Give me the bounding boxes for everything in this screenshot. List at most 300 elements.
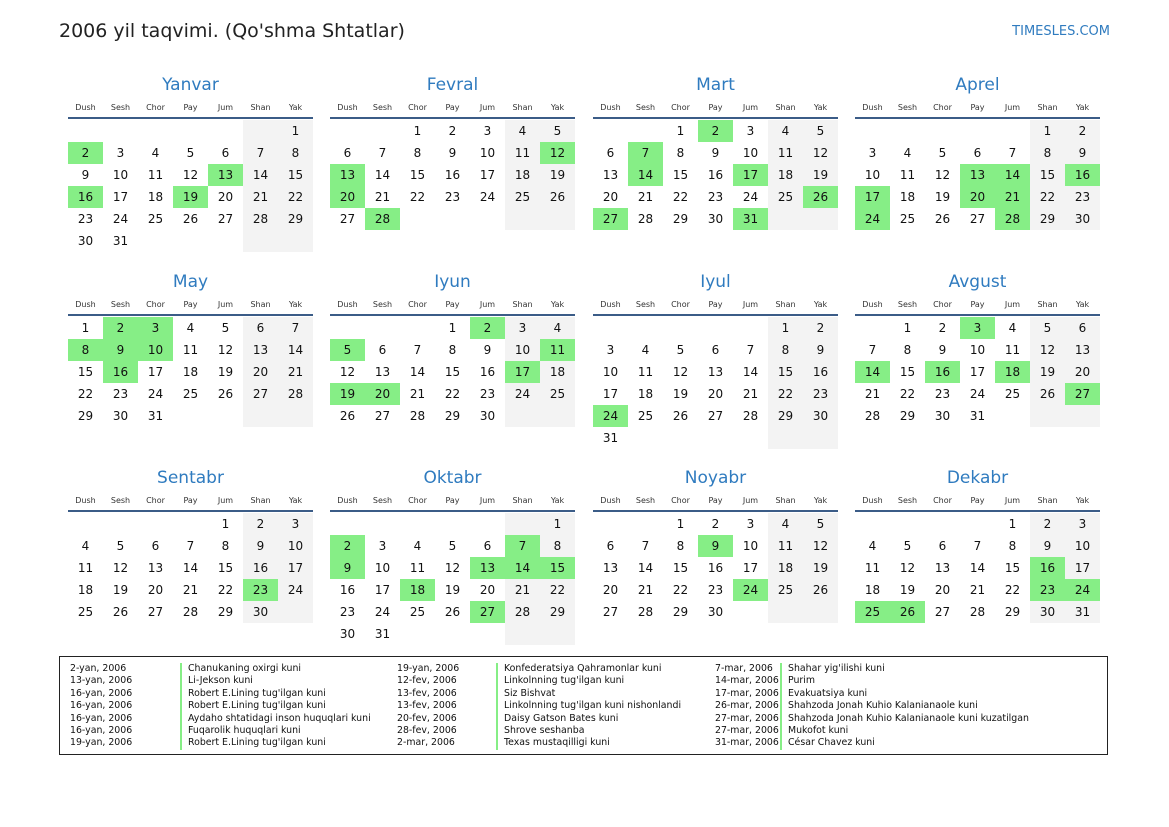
holiday-day-cell: 7	[628, 142, 663, 164]
day-cell: 27	[217, 212, 234, 226]
holiday-day-cell: 2	[470, 317, 505, 339]
holiday-name: Fuqarolik huquqlari kuni	[180, 725, 301, 737]
day-cell: 30	[707, 212, 724, 226]
day-cell: 8	[413, 146, 422, 160]
day-cell: 23	[707, 583, 724, 597]
day-cell: 18	[77, 583, 94, 597]
day-grid	[68, 317, 313, 427]
weekday-label: Chor	[146, 103, 165, 112]
holiday-name: Linkolnning tug'ilgan kuni	[496, 675, 624, 687]
holiday-day-cell: 14	[628, 164, 663, 186]
day-cell: 23	[707, 190, 724, 204]
weekday-label: Shan	[250, 496, 271, 505]
day-cell: 21	[243, 186, 278, 208]
day-cell: 6	[221, 146, 230, 160]
day-cell: 24	[147, 387, 164, 401]
day-cell: 28	[505, 601, 540, 623]
empty-cell	[278, 405, 313, 427]
empty-cell	[628, 513, 663, 535]
day-cell: 15	[444, 365, 461, 379]
empty-cell	[173, 513, 208, 535]
day-cell: 25	[1004, 387, 1021, 401]
weekday-header	[330, 100, 575, 115]
day-cell: 10	[742, 539, 759, 553]
day-cell: 29	[540, 601, 575, 623]
day-cell: 2	[448, 124, 457, 138]
holiday-date: 13-yan, 2006	[70, 675, 133, 687]
holiday-day-cell: 17	[505, 361, 540, 383]
holiday-day-cell: 20	[365, 383, 400, 405]
empty-cell	[803, 208, 838, 230]
empty-cell	[68, 120, 103, 142]
holiday-day-cell: 25	[855, 601, 890, 623]
day-cell: 28	[969, 605, 986, 619]
holiday-day-cell: 2	[330, 535, 365, 557]
header-rule	[68, 314, 313, 316]
day-cell: 23	[803, 383, 838, 405]
weekday-label: Shan	[1037, 103, 1058, 112]
weekday-label: Sesh	[897, 496, 918, 505]
day-cell: 24	[969, 387, 986, 401]
weekday-label: Sesh	[372, 103, 393, 112]
day-cell: 3	[746, 517, 755, 531]
day-cell: 9	[1030, 535, 1065, 557]
empty-cell	[435, 513, 470, 535]
day-cell: 15	[899, 365, 916, 379]
weekday-label: Chor	[671, 496, 690, 505]
day-cell: 25	[409, 605, 426, 619]
day-cell: 27	[243, 383, 278, 405]
day-cell: 21	[409, 387, 426, 401]
empty-cell	[733, 427, 768, 449]
day-cell: 8	[278, 142, 313, 164]
day-cell: 13	[1065, 339, 1100, 361]
month-title: Noyabr	[684, 468, 747, 488]
holiday-day-cell: 28	[995, 208, 1030, 230]
holiday-date: 19-yan, 2006	[70, 737, 133, 749]
day-cell: 21	[864, 387, 881, 401]
holiday-name: Robert E.Lining tug'ilgan kuni	[180, 737, 326, 749]
weekday-label: Sesh	[635, 300, 656, 309]
day-cell: 13	[243, 339, 278, 361]
holiday-day-cell: 26	[890, 601, 925, 623]
empty-cell	[540, 208, 575, 230]
day-cell: 1	[221, 517, 230, 531]
day-cell: 11	[147, 168, 164, 182]
day-cell: 21	[505, 579, 540, 601]
day-cell: 20	[217, 190, 234, 204]
day-cell: 12	[339, 365, 356, 379]
holiday-day-cell: 2	[698, 120, 733, 142]
day-cell: 27	[934, 605, 951, 619]
day-cell: 12	[444, 561, 461, 575]
empty-cell	[103, 513, 138, 535]
weekday-label: Jum	[1004, 103, 1021, 112]
empty-cell	[855, 317, 890, 339]
weekday-label: Yak	[813, 496, 828, 505]
empty-cell	[278, 230, 313, 252]
day-cell: 16	[707, 168, 724, 182]
empty-cell	[1030, 405, 1065, 427]
day-cell: 22	[444, 387, 461, 401]
day-cell: 20	[479, 583, 496, 597]
day-cell: 17	[742, 561, 759, 575]
holiday-day-cell: 23	[1030, 579, 1065, 601]
weekday-label: Shan	[512, 496, 533, 505]
empty-cell	[400, 513, 435, 535]
weekday-label: Chor	[146, 496, 165, 505]
day-cell: 6	[711, 343, 720, 357]
holiday-day-cell: 18	[400, 579, 435, 601]
day-cell: 10	[479, 146, 496, 160]
day-cell: 15	[77, 365, 94, 379]
day-grid	[330, 513, 575, 645]
day-cell: 30	[479, 409, 496, 423]
day-cell: 2	[243, 513, 278, 535]
day-cell: 20	[934, 583, 951, 597]
holiday-date: 2-yan, 2006	[70, 663, 127, 674]
day-cell: 5	[903, 539, 912, 553]
day-cell: 21	[637, 583, 654, 597]
holiday-date: 16-yan, 2006	[70, 700, 133, 712]
day-cell: 25	[768, 186, 803, 208]
holiday-day-cell: 11	[540, 339, 575, 361]
weekday-label: Jum	[742, 496, 759, 505]
day-cell: 9	[483, 343, 492, 357]
day-cell: 30	[1065, 208, 1100, 230]
empty-cell	[1065, 405, 1100, 427]
day-cell: 29	[444, 409, 461, 423]
day-cell: 10	[1065, 535, 1100, 557]
day-cell: 9	[803, 339, 838, 361]
weekday-header	[593, 100, 838, 115]
weekday-header	[855, 493, 1100, 508]
day-cell: 25	[505, 186, 540, 208]
day-cell: 19	[112, 583, 129, 597]
empty-cell	[540, 405, 575, 427]
day-cell: 10	[112, 168, 129, 182]
holiday-day-cell: 13	[960, 164, 995, 186]
month-fevral	[330, 74, 575, 230]
day-cell: 21	[374, 190, 391, 204]
day-cell: 26	[803, 579, 838, 601]
empty-cell	[435, 208, 470, 230]
empty-cell	[698, 427, 733, 449]
empty-cell	[855, 513, 890, 535]
holiday-day-cell: 31	[733, 208, 768, 230]
day-cell: 26	[672, 409, 689, 423]
day-cell: 31	[1065, 601, 1100, 623]
weekday-label: Yak	[550, 103, 565, 112]
day-cell: 23	[444, 190, 461, 204]
day-cell: 23	[339, 605, 356, 619]
day-cell: 2	[711, 517, 720, 531]
header-rule	[855, 117, 1100, 119]
day-cell: 19	[672, 387, 689, 401]
day-cell: 21	[278, 361, 313, 383]
weekday-label: Jum	[479, 300, 496, 309]
weekday-label: Sesh	[897, 300, 918, 309]
day-cell: 8	[768, 339, 803, 361]
day-grid	[330, 317, 575, 427]
holiday-name: Shahzoda Jonah Kuhio Kalanianaole kuni	[780, 700, 978, 712]
day-cell: 14	[409, 365, 426, 379]
empty-cell	[628, 427, 663, 449]
day-cell: 10	[742, 146, 759, 160]
weekday-label: Dush	[600, 300, 621, 309]
holiday-date: 13-fev, 2006	[397, 687, 457, 699]
day-cell: 23	[479, 387, 496, 401]
holiday-day-cell: 9	[330, 557, 365, 579]
day-cell: 22	[672, 583, 689, 597]
month-title: Fevral	[426, 75, 479, 95]
header-rule	[855, 510, 1100, 512]
day-cell: 22	[1030, 186, 1065, 208]
weekday-label: Dush	[862, 300, 883, 309]
day-cell: 13	[602, 561, 619, 575]
day-cell: 6	[973, 146, 982, 160]
month-noyabr	[593, 467, 838, 623]
weekday-label: Yak	[1075, 103, 1090, 112]
weekday-label: Jum	[479, 103, 496, 112]
day-cell: 8	[1030, 142, 1065, 164]
holiday-day-cell: 12	[540, 142, 575, 164]
weekday-label: Sesh	[635, 103, 656, 112]
day-cell: 25	[540, 383, 575, 405]
day-cell: 17	[602, 387, 619, 401]
day-cell: 18	[899, 190, 916, 204]
weekday-label: Jum	[479, 496, 496, 505]
weekday-label: Chor	[408, 300, 427, 309]
day-cell: 28	[278, 383, 313, 405]
holiday-date: 26-mar, 2006	[715, 700, 779, 712]
holiday-name: César Chavez kuni	[780, 737, 875, 749]
weekday-label: Sesh	[372, 496, 393, 505]
day-cell: 2	[1030, 513, 1065, 535]
weekday-header	[593, 493, 838, 508]
holiday-name: Shrove seshanba	[496, 725, 584, 737]
day-cell: 18	[147, 190, 164, 204]
header-rule	[330, 117, 575, 119]
day-cell: 2	[803, 317, 838, 339]
day-cell: 9	[938, 343, 947, 357]
day-cell: 7	[641, 539, 650, 553]
day-cell: 16	[479, 365, 496, 379]
weekday-label: Dush	[337, 300, 358, 309]
holiday-name: Texas mustaqilligi kuni	[496, 737, 610, 749]
day-cell: 22	[672, 190, 689, 204]
day-cell: 19	[540, 164, 575, 186]
holiday-date: 16-yan, 2006	[70, 724, 133, 736]
holiday-day-cell: 2	[68, 142, 103, 164]
weekday-label: Sesh	[110, 496, 131, 505]
day-cell: 5	[1030, 317, 1065, 339]
weekday-label: Shan	[1037, 300, 1058, 309]
day-cell: 8	[448, 343, 457, 357]
day-cell: 23	[1065, 186, 1100, 208]
holiday-day-cell: 26	[803, 186, 838, 208]
day-cell: 30	[243, 601, 278, 623]
day-cell: 8	[676, 539, 685, 553]
holiday-date: 17-mar, 2006	[715, 687, 779, 699]
weekday-label: Shan	[775, 300, 796, 309]
day-grid	[593, 513, 838, 623]
day-cell: 5	[540, 120, 575, 142]
holiday-name: Mukofot kuni	[780, 725, 848, 737]
site-link[interactable]: TIMESLES.COM	[1012, 24, 1110, 39]
holiday-name: Chanukaning oxirgi kuni	[180, 663, 301, 675]
day-cell: 15	[672, 561, 689, 575]
empty-cell	[173, 120, 208, 142]
day-cell: 7	[868, 343, 877, 357]
month-yanvar	[68, 74, 313, 252]
day-cell: 11	[505, 142, 540, 164]
day-cell: 16	[243, 557, 278, 579]
weekday-label: Sesh	[110, 103, 131, 112]
day-cell: 4	[505, 120, 540, 142]
day-cell: 18	[637, 387, 654, 401]
holiday-day-cell: 14	[995, 164, 1030, 186]
header-rule	[330, 314, 575, 316]
empty-cell	[505, 513, 540, 535]
weekday-label: Dush	[75, 496, 96, 505]
empty-cell	[435, 623, 470, 645]
holiday-day-cell: 16	[68, 186, 103, 208]
day-cell: 17	[112, 190, 129, 204]
day-cell: 26	[1030, 383, 1065, 405]
holiday-day-cell: 19	[330, 383, 365, 405]
weekday-label: Pay	[970, 103, 985, 112]
weekday-header	[68, 100, 313, 115]
day-cell: 25	[182, 387, 199, 401]
empty-cell	[330, 317, 365, 339]
day-cell: 17	[479, 168, 496, 182]
weekday-label: Chor	[933, 103, 952, 112]
day-cell: 30	[1030, 601, 1065, 623]
day-cell: 7	[243, 142, 278, 164]
weekday-label: Shan	[1037, 496, 1058, 505]
empty-cell	[663, 317, 698, 339]
empty-cell	[208, 405, 243, 427]
day-cell: 3	[116, 146, 125, 160]
day-cell: 27	[969, 212, 986, 226]
day-cell: 27	[707, 409, 724, 423]
holiday-day-cell: 16	[103, 361, 138, 383]
empty-cell	[470, 513, 505, 535]
day-cell: 27	[339, 212, 356, 226]
holiday-name: Shahzoda Jonah Kuhio Kalanianaole kuni kuzatilgan	[780, 713, 1029, 725]
header-rule	[593, 314, 838, 316]
empty-cell	[470, 623, 505, 645]
weekday-label: Dush	[600, 496, 621, 505]
holiday-name: Evakuatsiya kuni	[780, 688, 867, 700]
day-cell: 22	[540, 579, 575, 601]
day-cell: 13	[934, 561, 951, 575]
holiday-day-cell: 24	[593, 405, 628, 427]
day-cell: 28	[637, 212, 654, 226]
day-cell: 3	[278, 513, 313, 535]
day-cell: 28	[182, 605, 199, 619]
day-cell: 11	[1004, 343, 1021, 357]
day-cell: 31	[147, 409, 164, 423]
day-cell: 22	[217, 583, 234, 597]
day-cell: 1	[1008, 517, 1017, 531]
day-cell: 14	[969, 561, 986, 575]
empty-cell	[803, 601, 838, 623]
day-cell: 12	[217, 343, 234, 357]
day-cell: 26	[540, 186, 575, 208]
day-cell: 27	[602, 605, 619, 619]
day-cell: 3	[868, 146, 877, 160]
empty-cell	[995, 120, 1030, 142]
holiday-day-cell: 16	[1065, 164, 1100, 186]
month-title: Iyun	[434, 272, 471, 292]
day-cell: 22	[1004, 583, 1021, 597]
day-cell: 8	[1008, 539, 1017, 553]
empty-cell	[330, 513, 365, 535]
day-cell: 8	[903, 343, 912, 357]
day-cell: 26	[444, 605, 461, 619]
month-title: May	[172, 272, 209, 292]
day-cell: 1	[903, 321, 912, 335]
day-cell: 9	[711, 146, 720, 160]
weekday-label: Yak	[288, 103, 303, 112]
day-cell: 19	[934, 190, 951, 204]
empty-cell	[733, 601, 768, 623]
day-cell: 11	[637, 365, 654, 379]
day-cell: 4	[903, 146, 912, 160]
day-cell: 20	[602, 190, 619, 204]
day-cell: 17	[1065, 557, 1100, 579]
month-dekabr	[855, 467, 1100, 623]
weekday-label: Sesh	[110, 300, 131, 309]
weekday-label: Yak	[550, 300, 565, 309]
weekday-label: Chor	[671, 103, 690, 112]
holiday-date: 16-yan, 2006	[70, 687, 133, 699]
day-cell: 9	[448, 146, 457, 160]
day-cell: 23	[77, 212, 94, 226]
holiday-name: Siz Bishvat	[496, 688, 555, 700]
holiday-name: Robert E.Lining tug'ilgan kuni	[180, 700, 326, 712]
month-mart	[593, 74, 838, 230]
day-cell: 31	[602, 431, 619, 445]
day-cell: 28	[637, 605, 654, 619]
empty-cell	[698, 317, 733, 339]
day-cell: 20	[602, 583, 619, 597]
empty-cell	[103, 120, 138, 142]
holiday-day-cell: 16	[1030, 557, 1065, 579]
weekday-label: Pay	[970, 496, 985, 505]
day-cell: 24	[112, 212, 129, 226]
holiday-day-cell: 23	[243, 579, 278, 601]
weekday-label: Chor	[933, 496, 952, 505]
day-cell: 6	[243, 317, 278, 339]
empty-cell	[400, 208, 435, 230]
day-cell: 10	[505, 339, 540, 361]
weekday-label: Yak	[288, 300, 303, 309]
day-cell: 14	[278, 339, 313, 361]
day-cell: 14	[374, 168, 391, 182]
weekday-label: Chor	[408, 103, 427, 112]
holiday-day-cell: 17	[733, 164, 768, 186]
weekday-label: Yak	[1075, 300, 1090, 309]
day-cell: 13	[147, 561, 164, 575]
holiday-day-cell: 14	[855, 361, 890, 383]
day-cell: 18	[864, 583, 881, 597]
day-cell: 26	[217, 387, 234, 401]
day-cell: 4	[1008, 321, 1017, 335]
day-cell: 26	[934, 212, 951, 226]
